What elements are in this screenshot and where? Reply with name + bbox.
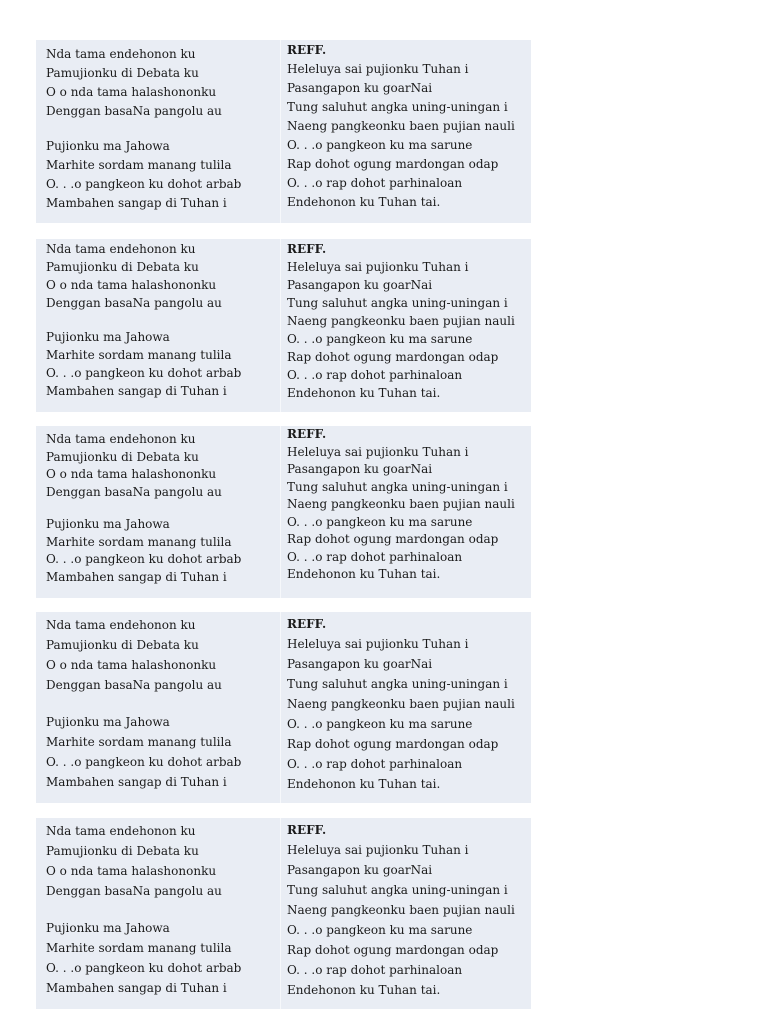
stanza-gap: [46, 312, 280, 328]
verse-line: Denggan basaNa pangolu au: [46, 884, 222, 898]
verse-line: Marhite sordam manang tulila: [46, 941, 232, 955]
lyrics-card-5: [36, 818, 531, 1009]
verse-column: [36, 612, 280, 803]
verse-line: O. . .o pangkeon ku dohot arbab: [46, 755, 242, 769]
reff-column: [280, 612, 531, 803]
reff-line: Tung saluhut angka uning-uningan i: [287, 479, 508, 494]
verse-column: [36, 239, 280, 412]
reff-line: Rap dohot ogung mardongan odap: [287, 532, 499, 546]
stanza-gap: [46, 901, 280, 918]
stanza-gap: [46, 695, 280, 712]
reff-line: Pasangapon ku goarNai: [287, 278, 433, 292]
reff-label: REFF.: [287, 242, 327, 256]
verse-line: O. . .o pangkeon ku dohot arbab: [46, 366, 242, 380]
stanza-gap: [46, 121, 280, 137]
verse-line: Pamujionku di Debata ku: [46, 66, 199, 80]
verse-line: Pujionku ma Jahowa: [46, 330, 170, 344]
verse-line: Mambahen sangap di Tuhan i: [46, 384, 227, 398]
reff-line: Rap dohot ogung mardongan odap: [287, 350, 499, 364]
reff-line: O. . .o rap dohot parhinaloan: [287, 963, 463, 977]
reff-line: O. . .o rap dohot parhinaloan: [287, 368, 463, 382]
reff-line: O. . .o rap dohot parhinaloan: [287, 176, 463, 190]
stanza-gap: [46, 501, 280, 516]
reff-line: Naeng pangkeonku baen pujian nauli: [287, 697, 515, 711]
verse-line: Mambahen sangap di Tuhan i: [46, 981, 227, 995]
verse-line: Pujionku ma Jahowa: [46, 715, 170, 729]
reff-column: [280, 239, 531, 412]
reff-column: [280, 818, 531, 1009]
reff-column: [280, 40, 531, 223]
reff-line: Tung saluhut angka uning-uningan i: [287, 100, 508, 114]
verse-line: Mambahen sangap di Tuhan i: [46, 196, 227, 210]
reff-label: REFF.: [287, 427, 327, 441]
reff-line: Endehonon ku Tuhan tai.: [287, 777, 441, 791]
verse-line: O o nda tama halashononku: [46, 658, 217, 672]
verse-line: O. . .o pangkeon ku dohot arbab: [46, 961, 242, 975]
lyrics-card-3: [36, 426, 531, 598]
reff-line: Rap dohot ogung mardongan odap: [287, 737, 499, 751]
reff-line: Pasangapon ku goarNai: [287, 657, 433, 671]
reff-line: Endehonon ku Tuhan tai.: [287, 386, 441, 400]
verse-line: Pujionku ma Jahowa: [46, 139, 170, 153]
reff-line: Heleluya sai pujionku Tuhan i: [287, 444, 469, 459]
verse-line: O o nda tama halashononku: [46, 278, 217, 292]
verse-line: Denggan basaNa pangolu au: [46, 104, 222, 118]
reff-line: Heleluya sai pujionku Tuhan i: [287, 260, 469, 274]
reff-line: Naeng pangkeonku baen pujian nauli: [287, 119, 515, 133]
verse-line: Mambahen sangap di Tuhan i: [46, 569, 227, 584]
reff-line: Heleluya sai pujionku Tuhan i: [287, 843, 469, 857]
reff-line: Rap dohot ogung mardongan odap: [287, 157, 499, 171]
reff-line: Naeng pangkeonku baen pujian nauli: [287, 497, 515, 511]
verse-line: O. . .o pangkeon ku dohot arbab: [46, 177, 242, 191]
verse-line: O o nda tama halashononku: [46, 85, 217, 99]
reff-line: Endehonon ku Tuhan tai.: [287, 195, 441, 209]
verse-line: Marhite sordam manang tulila: [46, 534, 232, 549]
lyrics-card-1: [36, 40, 531, 223]
verse-line: Marhite sordam manang tulila: [46, 158, 232, 172]
reff-line: Endehonon ku Tuhan tai.: [287, 567, 441, 581]
reff-label: REFF.: [287, 823, 327, 837]
verse-column: [36, 40, 280, 223]
reff-line: Pasangapon ku goarNai: [287, 462, 433, 476]
verse-line: Nda tama endehonon ku: [46, 824, 196, 838]
reff-line: O. . .o pangkeon ku ma sarune: [287, 923, 473, 937]
reff-line: Heleluya sai pujionku Tuhan i: [287, 62, 469, 76]
verse-line: Denggan basaNa pangolu au: [46, 484, 222, 499]
reff-line: O. . .o pangkeon ku ma sarune: [287, 514, 473, 529]
reff-line: Tung saluhut angka uning-uningan i: [287, 296, 508, 310]
verse-line: O o nda tama halashononku: [46, 467, 217, 481]
lyrics-card-2: [36, 239, 531, 412]
verse-line: Nda tama endehonon ku: [46, 432, 196, 446]
reff-line: O. . .o pangkeon ku ma sarune: [287, 138, 473, 152]
reff-line: Naeng pangkeonku baen pujian nauli: [287, 903, 515, 917]
verse-line: Marhite sordam manang tulila: [46, 735, 232, 749]
reff-line: Rap dohot ogung mardongan odap: [287, 943, 499, 957]
verse-line: Pujionku ma Jahowa: [46, 921, 170, 935]
verse-column: [36, 818, 280, 1009]
reff-line: O. . .o pangkeon ku ma sarune: [287, 332, 473, 346]
verse-line: Marhite sordam manang tulila: [46, 348, 232, 362]
verse-column: [36, 426, 280, 598]
verse-line: Pamujionku di Debata ku: [46, 449, 199, 464]
reff-line: Naeng pangkeonku baen pujian nauli: [287, 314, 515, 328]
verse-line: Denggan basaNa pangolu au: [46, 296, 222, 310]
reff-line: Pasangapon ku goarNai: [287, 81, 433, 95]
verse-line: Denggan basaNa pangolu au: [46, 678, 222, 692]
verse-line: Pamujionku di Debata ku: [46, 638, 199, 652]
reff-line: O. . .o rap dohot parhinaloan: [287, 757, 463, 771]
reff-line: O. . .o rap dohot parhinaloan: [287, 549, 463, 564]
reff-line: Pasangapon ku goarNai: [287, 863, 433, 877]
reff-line: Endehonon ku Tuhan tai.: [287, 983, 441, 997]
verse-line: Pamujionku di Debata ku: [46, 260, 199, 274]
reff-label: REFF.: [287, 43, 327, 57]
verse-line: Nda tama endehonon ku: [46, 618, 196, 632]
reff-line: Heleluya sai pujionku Tuhan i: [287, 637, 469, 651]
verse-line: Pujionku ma Jahowa: [46, 517, 170, 531]
verse-line: Pamujionku di Debata ku: [46, 844, 199, 858]
verse-line: O. . .o pangkeon ku dohot arbab: [46, 552, 242, 566]
verse-line: Mambahen sangap di Tuhan i: [46, 775, 227, 789]
reff-label: REFF.: [287, 617, 327, 631]
lyrics-card-4: [36, 612, 531, 803]
reff-line: O. . .o pangkeon ku ma sarune: [287, 717, 473, 731]
reff-line: Tung saluhut angka uning-uningan i: [287, 883, 508, 897]
verse-line: Nda tama endehonon ku: [46, 47, 196, 61]
reff-column: [280, 426, 531, 598]
verse-line: O o nda tama halashononku: [46, 864, 217, 878]
reff-line: Tung saluhut angka uning-uningan i: [287, 677, 508, 691]
verse-line: Nda tama endehonon ku: [46, 242, 196, 256]
